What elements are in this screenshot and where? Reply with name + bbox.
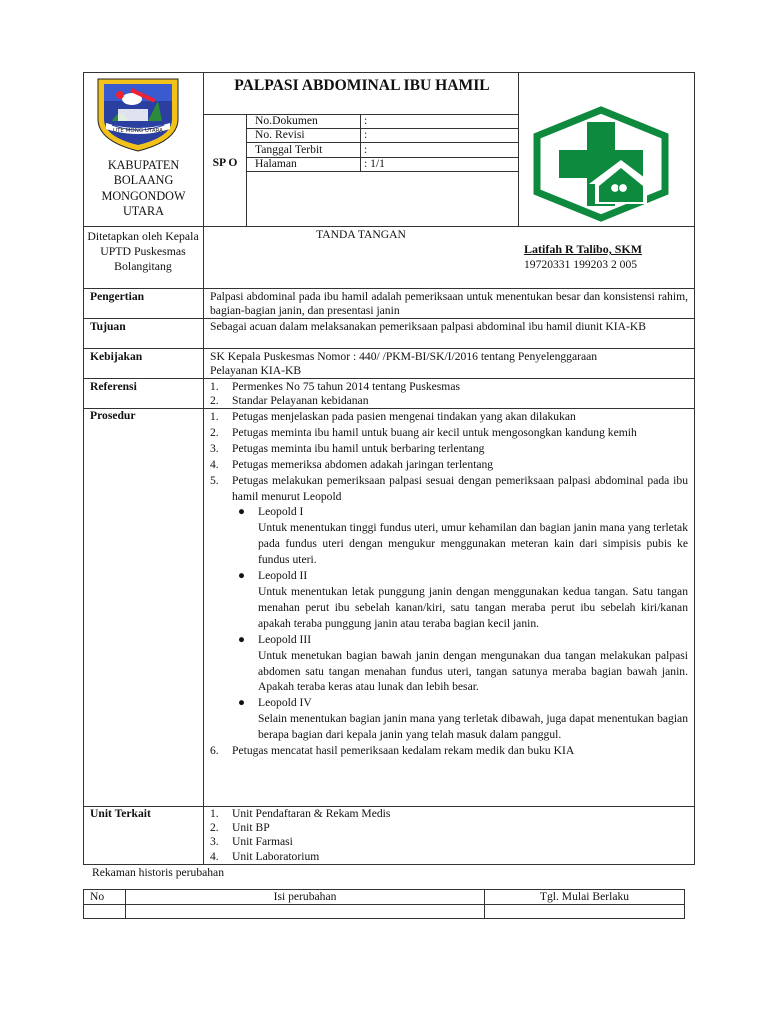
- leopold-item: ● Leopold I: [210, 504, 688, 520]
- bullet-icon: ●: [238, 696, 246, 710]
- district-line-1: KABUPATEN: [107, 158, 180, 172]
- border-top: [83, 72, 695, 73]
- unit-terkait-list: [210, 807, 688, 864]
- pengertian-label: Pengertian: [90, 290, 145, 303]
- leopold-item: ● Leopold III: [210, 632, 688, 648]
- leopold-item: ● Leopold IV: [210, 695, 688, 711]
- referensi-list: [210, 380, 688, 408]
- approval-divider: [83, 288, 695, 289]
- district-name: [84, 158, 203, 219]
- border-right: [694, 72, 695, 865]
- page-title: PALPASI ABDOMINAL IBU HAMIL: [234, 77, 490, 94]
- doc-field-label-4: Halaman: [255, 156, 297, 170]
- district-logo: [92, 75, 184, 155]
- border-bottom: [83, 864, 695, 865]
- doc-field-values: [364, 114, 514, 171]
- list-item: 2. Unit BP: [210, 821, 270, 835]
- puskesmas-logo: [525, 104, 677, 224]
- district-line-4: UTARA: [122, 203, 164, 218]
- signer-name: Latifah R Talibo, SKM: [524, 242, 643, 256]
- history-header-no: No: [84, 890, 126, 905]
- history-header-tgl: Tgl. Mulai Berlaku: [485, 890, 685, 905]
- doc-field-label-1: No.Dokumen: [255, 114, 318, 127]
- district-emblem-icon: [92, 75, 184, 155]
- prosedur-label: Prosedur: [90, 409, 136, 422]
- doc-field-label-3: Tanggal Terbit: [255, 142, 323, 156]
- history-cell: [485, 905, 685, 919]
- signature-label: TANDA TANGAN: [316, 228, 406, 241]
- leopold-item: ● Leopold II: [210, 568, 688, 584]
- list-item: 2. Standar Pelayanan kebidanan: [210, 394, 369, 408]
- leopold-description: Untuk menentukan letak punggung janin dengan menggunakan kedua tangan. Satu tangan menahan perut ibu sebelah kanan/kiri, satu tangan meraba perut ibu sebelah kiri/kanan apakah teraba punggung janin atau teraba bagian kecil janin.: [258, 584, 688, 630]
- list-item: 3. Unit Farmasi: [210, 835, 293, 849]
- spo-divider: [246, 114, 247, 226]
- pengertian-text: Palpasi abdominal pada ibu hamil adalah pemeriksaan untuk menentukan besar dan konsistensi rahim, bagian-bagian janin, dan presentasi janin: [210, 290, 688, 318]
- logo-banner: UTE MONG UTARA: [113, 128, 163, 134]
- history-cell: [84, 905, 126, 919]
- list-item: 5. Petugas melakukan pemeriksaan palpasi sesuai dengan pemeriksaan palpasi abdominal pada ibu hamil menurut Leopold: [210, 473, 688, 503]
- doc-field-value-1: :: [364, 114, 368, 127]
- history-caption: Rekaman historis perubahan: [92, 866, 225, 879]
- logo-column-divider: [518, 72, 519, 226]
- list-item: 4. Unit Laboratorium: [210, 849, 320, 863]
- puskesmas-cross-icon: [525, 104, 677, 224]
- leopold-description: Untuk menentukan tinggi fundus uteri, umur kehamilan dan bagian janin mana yang terletak pada fundus uteri dengan mengukur menggunakan meteran kain dari simpisis pubis ke fundus uteri.: [258, 521, 688, 567]
- referensi-label: Referensi: [90, 380, 137, 393]
- bullet-icon: ●: [238, 569, 246, 583]
- prosedur-list: [210, 409, 688, 759]
- history-table: [83, 889, 685, 919]
- doc-field-labels: [255, 114, 360, 171]
- history-header-isi: Isi perubahan: [126, 890, 485, 905]
- list-item: 1. Petugas menjelaskan pada pasien mengenai tindakan yang akan dilakukan: [210, 410, 576, 423]
- bullet-icon: ●: [238, 632, 246, 646]
- doc-field-label-2: No. Revisi: [255, 128, 305, 142]
- leopold-description: Untuk menetukan bagian bawah janin dengan mengunakan dua tangan melakukan palpasi abdomen satu tangan menahan fundus uteri, tangan satunya meraba bagian bawah janin. Apakah teraba keras atau lunak dan lebih besar.: [258, 648, 688, 694]
- table-row: [84, 905, 685, 919]
- list-item: 2. Petugas meminta ibu hamil untuk buang air kecil untuk mengosongkan kandung kemih: [210, 425, 637, 439]
- list-item: 1. Unit Pendaftaran & Rekam Medis: [210, 807, 391, 820]
- list-item: 3. Petugas meminta ibu hamil untuk berbaring terlentang: [210, 441, 485, 455]
- signer-nip: 19720331 199203 2 005: [524, 258, 638, 271]
- tujuan-text: Sebagai acuan dalam melaksanakan pemeriksaan palpasi abdominal ibu hamil diunit KIA-KB: [210, 320, 646, 333]
- list-item: 1. Permenkes No 75 tahun 2014 tentang Puskesmas: [210, 380, 460, 393]
- header-divider: [83, 226, 695, 227]
- table-row: [84, 890, 685, 905]
- label-column-divider: [203, 72, 204, 864]
- doc-field-value-4: : 1/1: [364, 156, 385, 170]
- list-item: 6. Petugas mencatat hasil pemeriksaan kedalam rekam medik dan buku KIA: [210, 744, 575, 758]
- tujuan-label: Tujuan: [90, 320, 126, 333]
- bullet-icon: ●: [238, 505, 246, 519]
- unit-terkait-label: Unit Terkait: [90, 807, 151, 820]
- leopold-description: Selain menentukan bagian janin mana yang terletak dibawah, juga dapat menentukan bagian berapa bagian dari kepala janin yang telah masuk dalam panggul.: [258, 712, 688, 742]
- spo-label: SP O: [212, 156, 238, 169]
- district-line-2: BOLAANG: [113, 173, 174, 188]
- list-item: 4. Petugas memeriksa abdomen adakah jaringan terlentang: [210, 457, 494, 471]
- district-line-3: MONGONDOW: [101, 188, 186, 203]
- kebijakan-label: Kebijakan: [90, 350, 143, 363]
- tujuan-divider: [83, 348, 695, 349]
- kebijakan-text: SK Kepala Puskesmas Nomor : 440/ /PKM-BI/SK/I/2016 tentang Penyelenggaraan Pelayanan KIA-KB: [210, 350, 598, 378]
- history-cell: [126, 905, 485, 919]
- doc-field-value-2: :: [364, 128, 368, 142]
- doc-field-value-3: :: [364, 142, 368, 156]
- approval-set-by: Ditetapkan oleh Kepala UPTD Puskesmas Bolangitang: [87, 229, 199, 274]
